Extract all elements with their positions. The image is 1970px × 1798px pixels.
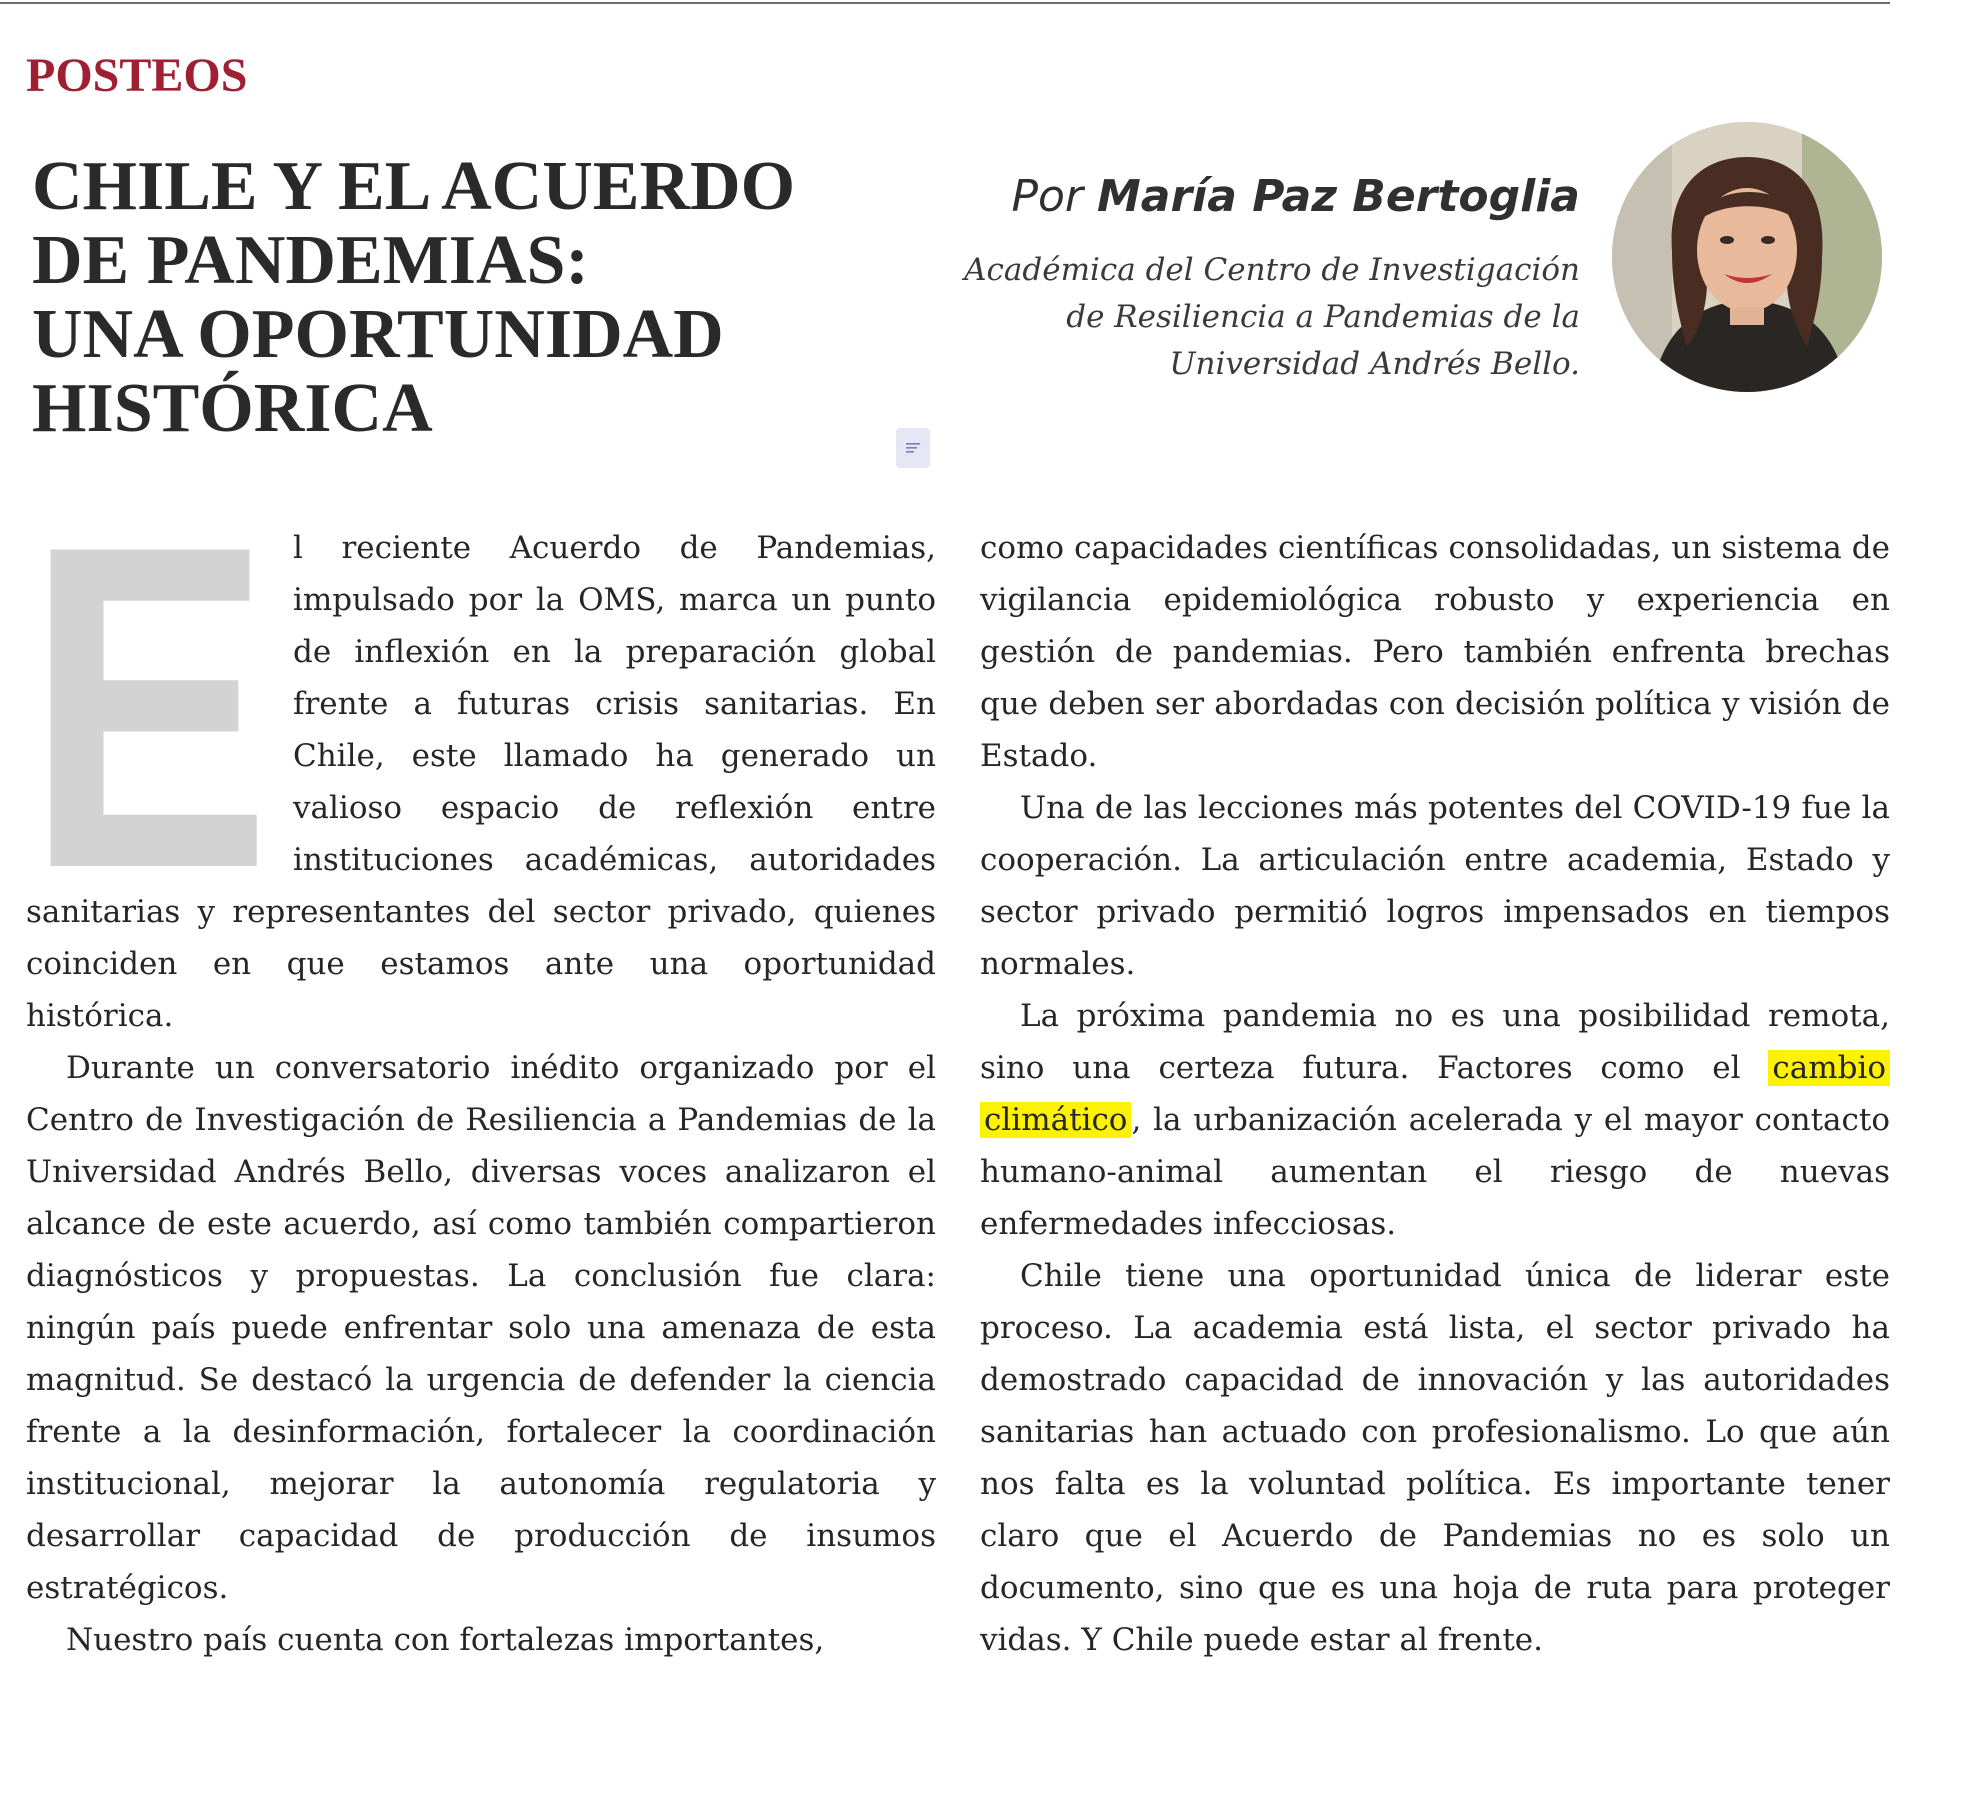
author-name: María Paz Bertoglia [1096, 171, 1580, 222]
affiliation-line-3: Universidad Andrés Bello. [1169, 346, 1580, 382]
byline-prefix: Por [1011, 171, 1083, 222]
headline-line-4: HISTÓRICA [32, 370, 433, 447]
headline-line-1: CHILE Y EL ACUERDO [32, 148, 796, 225]
author-affiliation [920, 247, 1580, 388]
comment-icon[interactable] [896, 428, 930, 468]
drop-cap [26, 528, 271, 868]
article-column-right [980, 522, 1890, 1666]
svg-text:E: E [26, 528, 271, 868]
section-label: POSTEOS [26, 49, 248, 102]
paragraph-right-3-end: , la urbanización acelerada y el mayor contacto humano-animal aumentan el riesgo de nuevas enfermedades infecciosas. [980, 1102, 1890, 1242]
paragraph-left-3: Nuestro país cuenta con fortalezas importantes, [66, 1622, 825, 1658]
paragraph-left-2: Durante un conversatorio inédito organizado por el Centro de Investigación de Resiliencia a Pandemias de la Universidad Andrés Bello, diversas voces analizaron el alcance de este acuerdo, así como también compartieron diagnósticos y propuestas. La conclusión fue clara: ningún país puede enfrentar solo una amenaza de esta magnitud. Se destacó la urgencia de defender la ciencia frente a la desinformación, fortalecer la coordinación institucional, mejorar la autonomía regulatoria y desarrollar capacidad de producción de insumos estratégicos. [26, 1050, 936, 1606]
highlighted-word-cambio[interactable]: cambio [1768, 1050, 1890, 1086]
paragraph-left-1: l reciente Acuerdo de Pandemias, impulsado por la OMS, marca un punto de inflexión en la preparación global frente a futuras crisis sanitarias. En Chile, este llamado ha generado un valioso espacio de reflexión entre instituciones académicas, autoridades sanitarias y representantes del sector privado, quienes coinciden en que estamos ante una oportunidad histórica. [26, 530, 936, 1034]
affiliation-line-1: Académica del Centro de Investigación [964, 252, 1580, 288]
paragraph-right-3-start: La próxima pandemia no es una posibilidad remota, sino una certeza futura. Factores como el [980, 998, 1890, 1086]
paragraph-right-1: como capacidades científicas consolidadas, un sistema de vigilancia epidemiológica robusto y experiencia en gestión de pandemias. Pero también enfrenta brechas que deben ser abordadas con decisión política y visión de Estado. [980, 530, 1890, 774]
highlighted-word-climatico[interactable]: climático [980, 1102, 1131, 1138]
byline-block [920, 165, 1580, 388]
headline-line-2: DE PANDEMIAS: [32, 222, 589, 299]
paragraph-right-4: Chile tiene una oportunidad única de liderar este proceso. La academia está lista, el sector privado ha demostrado capacidad de innovación y las autoridades sanitarias han actuado con profesionalismo. Lo que aún nos falta es la voluntad política. Es importante tener claro que el Acuerdo de Pandemias no es solo un documento, sino que es una hoja de ruta para proteger vidas. Y Chile puede estar al frente. [980, 1258, 1890, 1658]
byline [920, 165, 1580, 229]
paragraph-right-2: Una de las lecciones más potentes del COVID-19 fue la cooperación. La articulación entre academia, Estado y sector privado permitió logros impensados en tiempos normales. [980, 790, 1890, 982]
article-column-left [26, 522, 936, 1666]
headline [32, 150, 852, 446]
top-rule [0, 2, 1890, 4]
paragraph-right-3 [980, 990, 1890, 1250]
headline-line-3: UNA OPORTUNIDAD [32, 296, 724, 373]
author-photo [1612, 122, 1882, 392]
affiliation-line-2: de Resiliencia a Pandemias de la [1066, 299, 1580, 335]
